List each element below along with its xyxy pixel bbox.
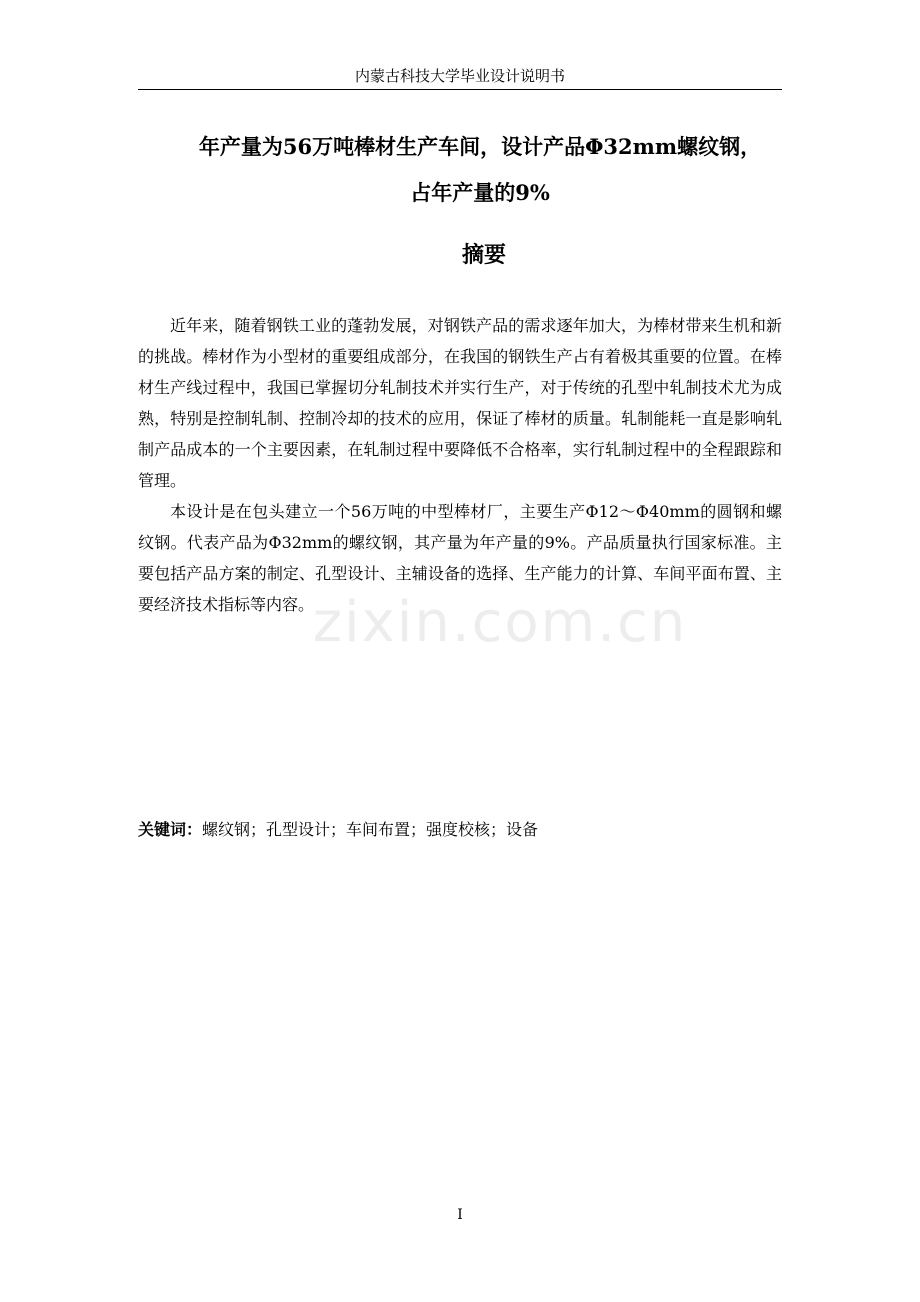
running-header: 内蒙古科技大学毕业设计说明书	[354, 67, 565, 85]
abstract-body	[138, 310, 782, 620]
header-divider	[138, 89, 782, 90]
keywords-value: 螺纹钢；孔型设计；车间布置；强度校核；设备	[202, 820, 539, 839]
site-watermark: zixin.com.cn	[312, 590, 688, 655]
keywords-line	[138, 816, 782, 844]
abstract-heading: 摘要	[461, 242, 506, 268]
abstract-paragraph-2: 本设计是在包头建立一个56万吨的中型棒材厂，主要生产Φ12～Φ40mm的圆钢和螺纹钢。代表产品为Φ32mm的螺纹钢，其产量为年产量的9%。产品质量执行国家标准。主要包括产品方案的制定、孔型设计、主辅设备的选择、生产能力的计算、车间平面布置、主要经济技术指标等内容。	[138, 502, 782, 614]
page-number: I	[457, 1207, 463, 1223]
title-line-2: 占年产量的9%	[410, 180, 550, 205]
document-title	[150, 124, 810, 216]
title-line-1: 年产量为56万吨棒材生产车间，设计产品Φ32mm螺纹钢，	[198, 134, 762, 159]
keywords-label: 关键词：	[138, 820, 203, 839]
abstract-paragraph-1: 近年来，随着钢铁工业的蓬勃发展，对钢铁产品的需求逐年加大，为棒材带来生机和新的挑战。棒材作为小型材的重要组成部分，在我国的钢铁生产占有着极其重要的位置。在棒材生产线过程中，我国已掌握切分轧制技术并实行生产，对于传统的孔型中轧制技术尤为成熟，特别是控制轧制、控制冷却的技术的应用，保证了棒材的质量。轧制能耗一直是影响轧制产品成本的一个主要因素，在轧制过程中要降低不合格率，实行轧制过程中的全程跟踪和管理。	[138, 316, 782, 490]
